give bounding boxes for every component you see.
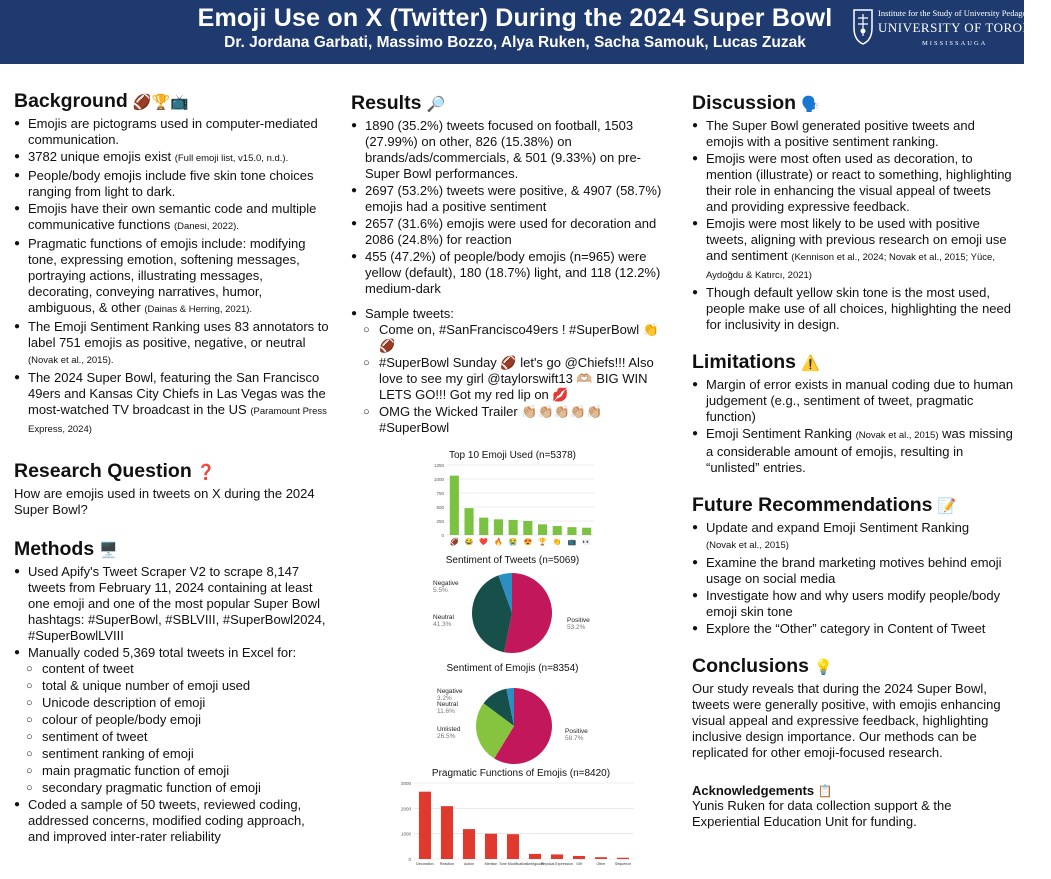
emoji-sentiment-pie bbox=[425, 674, 600, 764]
pragmatic-functions-chart bbox=[396, 768, 646, 876]
background-item: ● The Emoji Sentiment Ranking uses 83 annotators to label 751 emojis as positive, negative, or neutral (Novak et al., 2015). bbox=[10, 319, 330, 369]
future-item: ● Explore the “Other” category in Content of Tweet bbox=[688, 621, 1014, 637]
slice-label: Positive bbox=[565, 728, 588, 735]
background-emoji: 🏈🏆📺 bbox=[132, 93, 189, 111]
methods-sub-item: ○ Unicode description of emoji bbox=[10, 695, 330, 711]
chart-title: Pragmatic Functions of Emojis (n=8420) bbox=[431, 768, 611, 779]
bar bbox=[529, 854, 541, 859]
bar bbox=[551, 854, 563, 859]
x-tick-label: 😍 bbox=[523, 539, 533, 546]
results-item: ● 1890 (35.2%) tweets focused on football, 1503 (27.99%) on other, 826 (15.38%) on brands/ads/commercials, & 501 (9.33%) on pre-Super Bowl performances. bbox=[347, 118, 662, 182]
y-tick-label: 1000 bbox=[400, 831, 411, 837]
limitations-item: ● Emoji Sentiment Ranking (Novak et al., 2015) was missing a considerable amount of emojis, resulting in “unlisted” entries. bbox=[688, 426, 1014, 476]
x-tick-label: Action bbox=[464, 862, 474, 866]
warning-emoji: ⚠️ bbox=[801, 354, 820, 372]
limitations-list bbox=[688, 377, 1014, 476]
bar bbox=[494, 519, 503, 535]
computer-emoji: 🖥️ bbox=[99, 541, 118, 559]
bar bbox=[538, 524, 547, 535]
magnifier-emoji: 🔎 bbox=[426, 95, 446, 113]
x-tick-label: Tone Modification bbox=[499, 862, 527, 866]
y-tick-label: 750 bbox=[436, 491, 444, 496]
x-tick-label: 😭 bbox=[508, 539, 518, 546]
pragmatic-functions-bar-chart bbox=[396, 779, 646, 873]
bar bbox=[567, 527, 576, 535]
x-tick-label: Other bbox=[596, 862, 606, 866]
y-tick-label: 0 bbox=[441, 533, 444, 538]
sample-tweet: ○ Come on, #SanFrancisco49ers ! #SuperBowl 👏🏈 bbox=[347, 322, 662, 354]
background-heading: Background 🏈🏆📺 bbox=[14, 90, 189, 112]
methods-sub-item: ○ sentiment of tweet bbox=[10, 729, 330, 745]
x-tick-label: Mention bbox=[484, 862, 498, 866]
slice-percent: 53.2% bbox=[567, 624, 586, 631]
discussion-item: ● Emojis were most often used as decoration, to mention (illustrate) or react to something, highlighting their role in enhancing the visual appeal of tweets and providing expressive feedback. bbox=[688, 151, 1014, 215]
bar bbox=[419, 792, 431, 859]
poster-authors: Dr. Jordana Garbati, Massimo Bozzo, Alya Ruken, Sacha Samouk, Lucas Zuzak bbox=[224, 34, 806, 51]
y-tick-label: 1000 bbox=[433, 477, 444, 482]
background-list bbox=[10, 116, 330, 438]
uoft-logo bbox=[852, 4, 1051, 60]
bar bbox=[582, 528, 591, 535]
slice-label: Neutral bbox=[433, 614, 454, 621]
bar bbox=[573, 856, 585, 859]
x-tick-label: 📺 bbox=[567, 539, 577, 546]
conclusions-text: Our study reveals that during the 2024 Super Bowl, tweets were generally positive, with emojis enhancing visual appeal and expressive feedback, highlighting inclusive design importance. Our methods can be replicated for other emoji-focused research. bbox=[692, 681, 1001, 760]
chart-title: Sentiment of Emojis (n=8354) bbox=[446, 663, 579, 674]
x-tick-label: 🏈 bbox=[449, 539, 459, 546]
background-item: ● Pragmatic functions of emojis include: modifying tone, expressing emotion, softening messages, portraying actions, illustrating messages, decorating, conveying narratives, humor, ambiguous, & other (Dainas & Herring, 2021). bbox=[10, 236, 330, 318]
acknowledgements-heading: Acknowledgements 📋 bbox=[692, 783, 833, 798]
background-item: ● Emojis have their own semantic code and multiple communicative functions (Danesi, 2022). bbox=[10, 201, 330, 235]
x-tick-label: Reaction bbox=[439, 862, 455, 866]
methods-sub-list bbox=[10, 661, 330, 796]
poster-title: Emoji Use on X (Twitter) During the 2024 Super Bowl bbox=[197, 4, 833, 32]
methods-heading: Methods 🖥️ bbox=[14, 538, 118, 560]
bar bbox=[617, 858, 629, 859]
column-right bbox=[688, 78, 1014, 830]
bar bbox=[463, 829, 475, 859]
discussion-item: ● Though default yellow skin tone is the most used, people make use of all choices, highlighting the need for inclusivity in design. bbox=[688, 285, 1014, 333]
sample-tweet: ○ #SuperBowl Sunday 🏈 let's go @Chiefs!!! Also love to see my girl @taylorswift13 🫶🏼 BIG WIN LETS GO!!! Got my red lip on 💋 bbox=[347, 355, 662, 403]
sample-tweets-list bbox=[347, 306, 662, 436]
y-tick-label: 0 bbox=[408, 857, 411, 862]
background-item: ● The 2024 Super Bowl, featuring the San Francisco 49ers and Kansas City Chiefs in Las Vegas was the most-watched TV broadcast in the US (Paramount Press Express, 2024) bbox=[10, 370, 330, 438]
institute-name: Institute for the Study of University Pedagogy bbox=[878, 8, 1036, 18]
acknowledgements-text: Yunis Ruken for data collection support & the Experiential Education Unit for funding. bbox=[692, 798, 952, 829]
results-item: ● 455 (47.2%) of people/body emojis (n=965) were yellow (default), 180 (18.7%) light, and 118 (12.2%) medium-dark bbox=[347, 249, 662, 297]
x-tick-label: 🏆 bbox=[538, 539, 547, 546]
future-item: ● Examine the brand marketing motives behind emoji usage on social media bbox=[688, 555, 1014, 587]
discussion-item: ● The Super Bowl generated positive tweets and emojis with a positive sentiment ranking. bbox=[688, 118, 1014, 150]
x-tick-label: ❤️ bbox=[479, 539, 489, 546]
limitations-heading: Limitations ⚠️ bbox=[692, 351, 820, 373]
bar bbox=[441, 806, 453, 859]
tweet-sentiment-chart bbox=[425, 555, 600, 655]
methods-sub-item: ○ main pragmatic function of emoji bbox=[10, 763, 330, 779]
top-emoji-chart bbox=[425, 450, 600, 552]
y-tick-label: 3000 bbox=[400, 781, 411, 786]
slice-percent: 41.3% bbox=[433, 621, 452, 628]
bar bbox=[553, 526, 562, 535]
methods-sub-item: ○ total & unique number of emoji used bbox=[10, 678, 330, 694]
x-tick-label: 👀 bbox=[582, 539, 592, 546]
question-mark-emoji: ❓ bbox=[196, 463, 216, 481]
bar bbox=[507, 834, 519, 859]
sample-tweet: ○ OMG the Wicked Trailer 👏🏼👏🏼👏🏼👏🏼👏🏼 #SuperBowl bbox=[347, 404, 662, 436]
x-tick-label: 🔥 bbox=[494, 539, 503, 546]
column-left bbox=[10, 78, 330, 846]
emoji-sentiment-chart bbox=[425, 663, 600, 763]
methods-item: ● Coded a sample of 50 tweets, reviewed coding, addressed concerns, modified coding approach, and improved inter-rater reliability bbox=[10, 797, 330, 845]
bar bbox=[479, 518, 488, 535]
slice-label: Negative bbox=[437, 688, 463, 695]
slice-percent: 5.5% bbox=[433, 587, 448, 594]
tweet-sentiment-pie bbox=[425, 566, 600, 654]
slice-label: Positive bbox=[567, 617, 590, 624]
bar bbox=[450, 476, 459, 535]
slice-label: Neutral bbox=[437, 701, 458, 708]
x-tick-label: Gift bbox=[576, 862, 582, 866]
methods-sub-item: ○ content of tweet bbox=[10, 661, 330, 677]
poster-header bbox=[0, 0, 1051, 64]
research-question-heading: Research Question ❓ bbox=[14, 460, 216, 482]
memo-emoji: 📝 bbox=[937, 497, 957, 515]
future-item: ● Investigate how and why users modify people/body emoji skin tone bbox=[688, 588, 1014, 620]
x-tick-label: 👏 bbox=[552, 539, 562, 546]
clipboard-emoji: 📋 bbox=[817, 784, 833, 798]
x-tick-label: Sequence bbox=[614, 862, 632, 866]
column-middle bbox=[347, 78, 662, 437]
results-item: ● 2697 (53.2%) tweets were positive, & 4907 (58.7%) emojis had a positive sentiment bbox=[347, 183, 662, 215]
university-name: UNIVERSITY OF TORONTO bbox=[878, 20, 1051, 35]
y-tick-label: 500 bbox=[436, 505, 444, 510]
bar bbox=[485, 834, 497, 859]
slice-percent: 3.2% bbox=[437, 695, 452, 702]
methods-sub-item: ○ colour of people/body emoji bbox=[10, 712, 330, 728]
sample-tweets-sub-list bbox=[347, 322, 662, 436]
future-list bbox=[688, 520, 1014, 637]
speaking-head-emoji: 🗣️ bbox=[801, 95, 820, 113]
methods-item: ● Used Apify's Tweet Scraper V2 to scrape 8,147 tweets from February 11, 2024 containing at least one emoji and one of the most popular Super Bowl hashtags: #SuperBowl, #SBLVIII, #SuperBowl2024, #SuperBowlLVIII bbox=[10, 564, 330, 644]
limitations-item: ● Margin of error exists in manual coding due to human judgement (e.g., sentiment of tweet, pragmatic function) bbox=[688, 377, 1014, 425]
methods-list bbox=[10, 564, 330, 845]
campus-name: MISSISSAUGA bbox=[922, 40, 988, 47]
discussion-item: ● Emojis were most likely to be used with positive tweets, aligning with previous research on emoji use and sentiment (Kennison et al., 2024; Novak et al., 2015; Yüce, Aydoğdu & Katırcı, 2021) bbox=[688, 216, 1014, 284]
top-emoji-bar-chart bbox=[425, 461, 600, 549]
x-tick-label: Physical Expression bbox=[540, 862, 574, 866]
bar bbox=[464, 508, 473, 535]
y-tick-label: 1250 bbox=[433, 463, 444, 468]
results-heading: Results 🔎 bbox=[351, 92, 446, 114]
y-tick-label: 250 bbox=[436, 519, 444, 524]
future-item: ● Update and expand Emoji Sentiment Ranking (Novak et al., 2015) bbox=[688, 520, 1014, 554]
sample-tweets: ● Sample tweets: ○ Come on, #SanFrancisco49ers ! #SuperBowl 👏🏈 ○ #SuperBowl Sunday 🏈 let's go @Chiefs!!! Also love to see my girl @taylorswift13 🫶🏼 BIG WIN LETS GO!!! Got my red lip on 💋 ○ OMG the Wicked Trailer 👏🏼👏🏼👏🏼👏🏼👏🏼 #SuperBowl bbox=[347, 306, 662, 436]
crest-icon bbox=[852, 6, 874, 46]
slice-percent: 58.7% bbox=[565, 735, 584, 742]
slice-label: Unlisted bbox=[437, 726, 461, 733]
bar bbox=[595, 857, 607, 859]
methods-item: ● Manually coded 5,369 total tweets in Excel for: ○ content of tweet ○ total & unique number of emoji used ○ Unicode description of emoji ○ colour of people/body emoji ○ sentiment of tweet ○ sentiment ranking of emoji ○ main pragmatic function of emoji ○ secondary pragmatic function of emoji bbox=[10, 645, 330, 796]
slice-percent: 11.6% bbox=[437, 708, 455, 715]
results-list bbox=[347, 118, 662, 297]
future-recommendations-heading: Future Recommendations 📝 bbox=[692, 494, 957, 516]
slice-label: Negative bbox=[433, 580, 459, 587]
bar bbox=[523, 521, 532, 535]
lightbulb-emoji: 💡 bbox=[814, 658, 833, 676]
methods-sub-item: ○ sentiment ranking of emoji bbox=[10, 746, 330, 762]
conclusions-heading: Conclusions 💡 bbox=[692, 655, 833, 677]
background-item: ● 3782 unique emojis exist (Full emoji list, v15.0, n.d.). bbox=[10, 149, 330, 167]
slice-percent: 26.5% bbox=[437, 733, 456, 740]
x-tick-label: 😂 bbox=[464, 539, 474, 546]
methods-sub-item: ○ secondary pragmatic function of emoji bbox=[10, 780, 330, 796]
x-tick-label: Decoration bbox=[416, 862, 434, 866]
background-item: ● Emojis are pictograms used in computer-mediated communication. bbox=[10, 116, 330, 148]
x-tick-label: Ambiguous bbox=[526, 862, 544, 866]
discussion-heading: Discussion 🗣️ bbox=[692, 92, 820, 114]
chart-title: Top 10 Emoji Used (n=5378) bbox=[448, 450, 577, 461]
y-tick-label: 2000 bbox=[400, 806, 411, 812]
research-question-text: How are emojis used in tweets on X during the 2024 Super Bowl? bbox=[14, 486, 315, 517]
discussion-list bbox=[688, 118, 1014, 333]
chart-title: Sentiment of Tweets (n=5069) bbox=[445, 555, 580, 566]
bar bbox=[509, 520, 518, 535]
results-item: ● 2657 (31.6%) emojis were used for decoration and 2086 (24.8%) for reaction bbox=[347, 216, 662, 248]
background-item: ● People/body emojis include five skin tone choices ranging from light to dark. bbox=[10, 168, 330, 200]
